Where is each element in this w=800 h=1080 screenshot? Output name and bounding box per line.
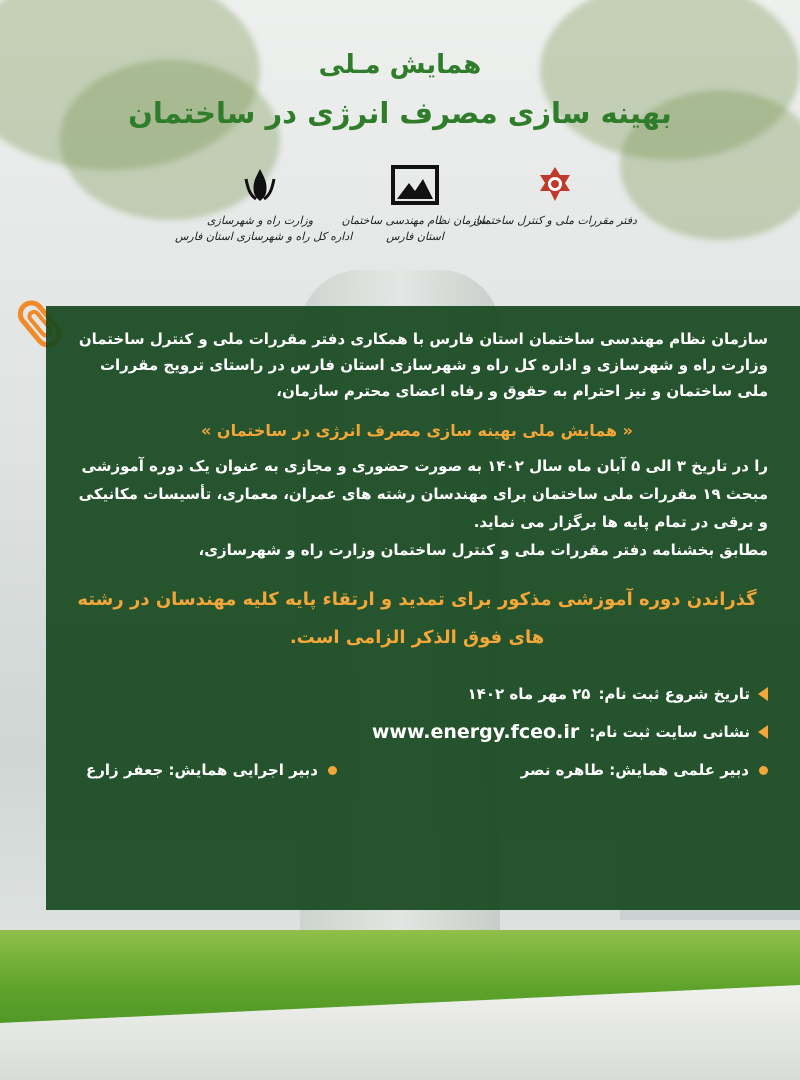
website-link[interactable]: www.energy.fceo.ir [371,721,580,743]
iran-emblem-icon [242,165,278,205]
sponsor-logos [0,165,800,275]
website-row [66,721,768,743]
details-text: را در تاریخ ۳ الی ۵ آبان ماه سال ۱۴۰۲ به صورت حضوری و مجازی به عنوان یک دوره آموزشی مبحث ۱۹ مقررات ملی ساختمان برای مهندسان رشته های عمران، معماری، تأسیسات مکانیکی و برقی در تمام پایه ها برگزار می نماید. [78,457,768,531]
triangle-bullet-icon [758,687,768,701]
requirement-notice: گذراندن دوره آموزشی مذکور برای تمدید و ارتقاء پایه کلیه مهندسان در رشته های فوق الذکر الزامی است. [77,589,757,648]
secretaries [66,761,768,779]
ministry-logo-caption-line1: وزارت راه و شهرسازی [206,214,314,227]
details-paragraph [66,452,768,564]
ministry-logo [175,165,353,245]
dot-bullet-icon [328,766,337,775]
engineering-organization-icon [391,165,439,205]
org-logo-caption-line1: سازمان نظام مهندسی ساختمان [341,214,489,227]
executive-secretary [86,761,337,779]
registration-info [66,685,768,743]
executive-secretary-text: دبیر اجرایی همایش: جعفر زارع [86,761,318,779]
org-logo-caption-line2: استان فارس [386,230,444,243]
announcement-panel [46,306,800,910]
dot-bullet-icon [759,766,768,775]
scientific-secretary-text: دبیر علمی همایش: طاهره نصر [520,761,749,779]
scientific-secretary [521,761,768,779]
registration-start-label: تاریخ شروع ثبت نام: [598,685,750,703]
event-title: « همایش ملی بهینه سازی مصرف انرژی در ساختمان » [201,421,633,440]
conference-title-line1: همایش مـلی [318,50,482,80]
national-regulations-emblem-icon [535,165,575,205]
circular-note: مطابق بخشنامه دفتر مقررات ملی و کنترل ساختمان وزارت راه و شهرسازی، [198,541,768,559]
website-label: نشانی سایت ثبت نام: [589,723,750,741]
intro-paragraph: سازمان نظام مهندسی ساختمان استان فارس با همکاری دفتر مقررات ملی و کنترل ساختمان وزارت راه و شهرسازی و اداره کل راه و شهرسازی استان فارس در راستای ترویج مقررات ملی ساختمان و نیز احترام به حقوق و رفاه اعضای محترم سازمان، [78,330,768,400]
header [0,50,800,130]
registration-start-value: ۲۵ مهر ماه ۱۴۰۲ [467,685,591,703]
registration-start-row [66,685,768,703]
org-logo [330,165,500,245]
ministry-logo-caption-line2: اداره کل راه و شهرسازی استان فارس [175,230,353,243]
conference-title-line2: بهینه سازی مصرف انرژی در ساختمان [128,96,672,130]
office-logo-caption: دفتر مقررات ملی و کنترل ساختمان [473,214,637,227]
triangle-bullet-icon [758,725,768,739]
